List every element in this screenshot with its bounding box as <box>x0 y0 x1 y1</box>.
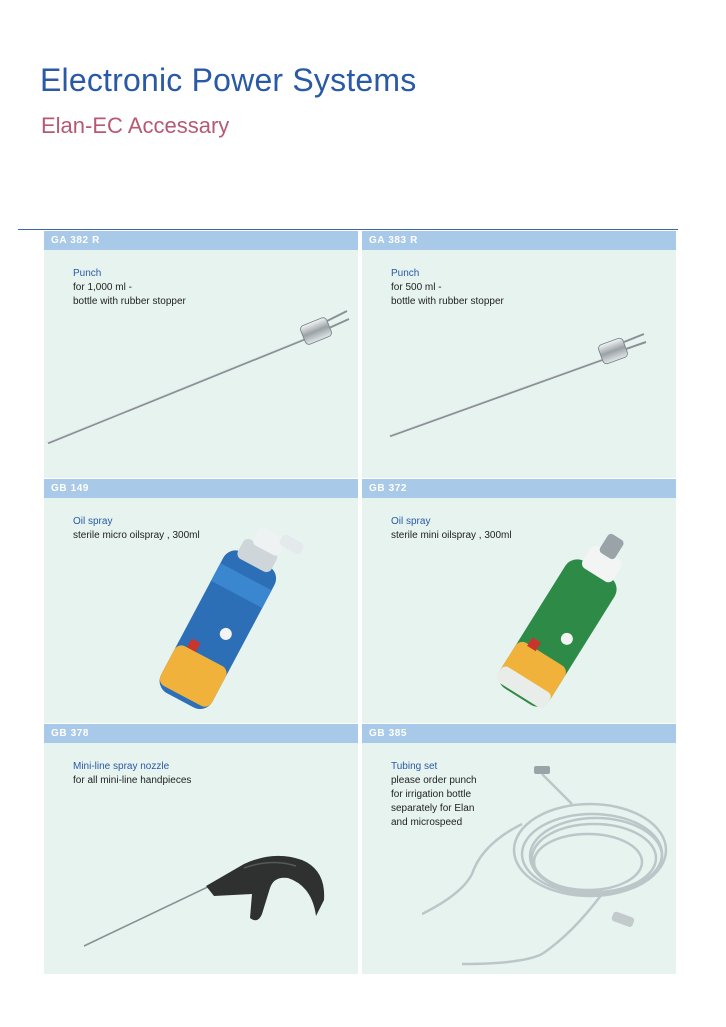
product-code: GB 385 <box>362 724 676 743</box>
product-name: Oil spray <box>73 516 113 527</box>
description-line: bottle with rubber stopper <box>73 296 186 307</box>
description-line: for 500 ml - <box>391 282 442 293</box>
oilspray-can-illustration <box>124 509 314 719</box>
oilspray-can-illustration <box>462 519 662 719</box>
product-card <box>44 724 358 974</box>
product-code: GB 149 <box>44 479 358 498</box>
product-name: Punch <box>391 268 420 279</box>
product-code: GB 378 <box>44 724 358 743</box>
product-name: Mini-line spray nozzle <box>73 761 170 772</box>
product-code: GB 372 <box>362 479 676 498</box>
description-line: and microspeed <box>391 817 463 828</box>
product-description <box>391 281 504 309</box>
product-code: GA 383 R <box>362 231 676 250</box>
product-card <box>44 231 358 478</box>
description-line: sterile micro oilspray , 300ml <box>73 530 200 541</box>
description-line: separately for Elan <box>391 803 475 814</box>
product-name: Punch <box>73 268 102 279</box>
header-divider <box>18 229 678 230</box>
product-name: Oil spray <box>391 516 431 527</box>
product-card <box>44 479 358 723</box>
punch-illustration <box>44 301 358 451</box>
description-line: please order punch <box>391 775 477 786</box>
product-code: GA 382 R <box>44 231 358 250</box>
page-margin <box>680 0 726 1027</box>
tubing-set-illustration <box>422 764 676 974</box>
punch-illustration <box>362 321 676 451</box>
product-card <box>362 479 676 723</box>
description-line: for 1,000 ml - <box>73 282 132 293</box>
page-subtitle: Elan-EC Accessary <box>41 113 230 138</box>
product-name: Tubing set <box>391 761 438 772</box>
product-card <box>362 231 676 478</box>
product-description <box>73 774 191 788</box>
description-line: for all mini-line handpieces <box>73 775 192 786</box>
spray-nozzle-illustration <box>74 824 334 954</box>
description-line: for irrigation bottle <box>391 789 472 800</box>
product-card <box>362 724 676 974</box>
description-line: bottle with rubber stopper <box>391 296 504 307</box>
product-grid <box>44 231 676 974</box>
description-line: sterile mini oilspray , 300ml <box>391 530 512 541</box>
page-title: Electronic Power Systems <box>40 62 417 98</box>
